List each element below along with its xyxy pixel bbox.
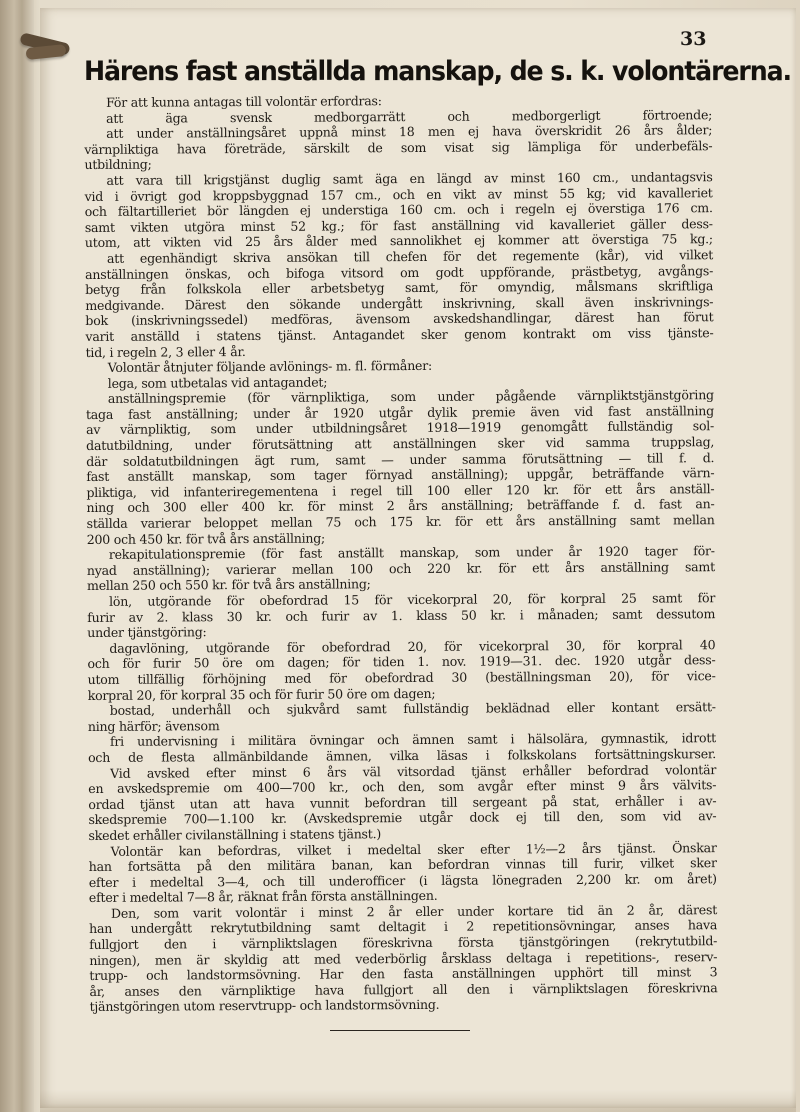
text-line: utom tillfällig förhöjning med för obefordrad 30 (beställningsman 20), för vice- [87,668,716,687]
text-line: anställningspremie (för värnpliktiga, som under pågående värnpliktstjänstgöring [107,387,714,407]
text-line: en avskedspremie om 400—700 kr., och den, som avgår efter minst 9 års välvits- [88,777,717,797]
text-line: bok (inskrivningssedel) medföras, ävensom avskedshandlingar, därest han förut [85,309,714,329]
text-line: fast anställt manskap, som tager förnyad anställning); uppgår, beträffande värn- [86,465,715,485]
page-bottom-shadow [40,1090,796,1112]
text-line: och fältartilleriet bör längden ej understiga 160 cm. och i regeln ej överstiga 176 cm. [84,200,713,220]
text-line: tid, i regeln 2, 3 eller 4 år. [85,343,246,360]
text-line: nyad anställning); varierar mellan 100 och 220 kr. för ett års anställning samt [86,558,715,578]
text-line: att vara till krigstjänst duglig samt äga en längd av minst 160 cm., undantagsvis [106,169,713,188]
text-line: utbildning; [84,156,152,173]
text-line: ordad tjänst utan att hava vunnit befordran till sergeant på stat, erhåller i av- [88,792,717,812]
text-line: pliktiga, vid infanteriregementena i regel till 100 eller 120 kr. för ett års anställ- [86,481,715,500]
closing-rule [330,1030,470,1031]
text-line: värnpliktiga hava företräde, särskilt de som visat sig lämpliga för underbefäls- [84,137,713,157]
text-line: att egenhändigt skriva ansökan till chefen för det regemente (kår), vid vilket [106,247,714,266]
text-line: mellan 250 och 550 kr. för två års anställning; [86,576,371,594]
text-line: Volontär åtnjuter följande avlönings- m. fl. förmåner: [107,357,433,375]
text-line: han fortsätta på den militära banan, kan befordran vinnas till furir, vilket sker [88,855,717,875]
text-line: där soldatutbildningen ägt rum, samt — under samma förutsättning — till f. d. [86,449,715,469]
text-line: anställningen önskas, och bifoga vitsord om godt uppförande, prästbetyg, avgångs- [85,262,714,282]
left-page-edge [0,0,34,1112]
text-line: av värnpliktig, som under utbildningsåret 1918—1919 genomgått fullständig sol- [86,418,715,438]
text-line: att under anställningsåret uppnå minst 18 men ej hava överskridit 26 års ålder; [106,122,713,142]
text-line: För att kunna antagas till volontär erfordras: [105,93,382,110]
text-line: ning och 300 eller 400 kr. för minst 2 års anställning; beträffande f. d. fast an- [86,496,715,516]
text-line: han undergått rekrytutbildning samt deltagit i 2 repetitionsövningar, anses hava [89,917,718,937]
text-line: efter i medeltal 7—8 år, räknat från första anställningen. [88,888,438,906]
text-line: tjänstgöringen utom reservtrupp- och landstormsövning. [89,997,440,1015]
text-line: betyg från folkskola eller arbetsbetyg samt, för omyndig, målsmans skriftliga [85,278,714,298]
text-line: ställda varierar beloppet mellan 75 och 175 kr. för ett års anställning samt mellan [86,512,715,532]
text-line: lön, utgörande för obefordrad 15 för vicekorpral 20, för korpral 25 samt för [109,590,716,609]
text-line: fri undervisning i militära övningar och ämnen samt i hälsolära, gymnastik, idrott [109,730,716,750]
text-line: skedet erhåller civilanställning i statens tjänst.) [88,826,382,843]
text-line: ning härför; ävensom [87,717,220,734]
body-text [84,91,718,1015]
text-line: medgivande. Därest den sökande undergått inskrivning, skall även inskrivnings- [85,293,714,313]
text-line: furir av 2. klass 30 kr. och furir av 1. klass 50 kr. i månaden; samt dessutom [87,605,716,625]
text-line: Vid avsked efter minst 6 års väl vitsordad tjänst erhåller befordrad volontär [110,761,717,781]
text-line: Volontär kan befordras, vilket i medeltal sker efter 1½—2 års tjänst. Önskar [110,839,717,859]
page-heading: Härens fast anställda manskap, de s. k. volontärerna. [84,56,791,87]
text-line: taga fast anställning; under år 1920 utgår dylik premie även vid fast anställning [85,403,714,422]
text-line: skedspremie 700—1.100 kr. (Avskedspremie utgår dock ej till den, som vid av- [88,808,717,828]
text-line: 200 och 450 kr. för två års anställning; [86,530,326,547]
text-line: vid i övrigt god kroppsbyggnad 157 cm., och en vikt av minst 55 kg; vid kavalleriet [84,184,713,204]
text-line: fullgjort den i värnpliktslagen föreskrivna första tjänstgöringen (rekrytutbild- [89,933,718,953]
text-line: år, anses den värnpliktige hava fullgjort all den i värnpliktslagen föreskrivna [89,979,718,999]
text-line: dagavlöning, utgörande för obefordrad 20, för vicekorpral 30, för korpral 40 [109,636,716,656]
text-line: under tjänstgöring: [87,624,207,641]
text-line: och för furir 50 öre om dagen; för tiden 1. nov. 1919—31. dec. 1920 utgår dess- [87,652,716,672]
text-line: Den, som varit volontär i minst 2 år eller under kortare tid än 2 år, därest [110,902,718,921]
text-line: datutbildning, under förutsättning att anställningen sker vid samma truppslag, [86,434,715,454]
text-line: utom, att vikten vid 25 års ålder med sannolikhet ej kommer att överstiga 75 kg.; [84,231,713,251]
text-line: trupp- och landstormsövning. Har den fasta anställningen upphört till minst 3 [89,964,718,984]
text-line: varit anställd i statens tjänst. Antagandet sker genom kontrakt om viss tjänste- [85,325,714,344]
text-line: samt vikten utgöra minst 52 kg.; för fast anställning vid kavalleriet gäller dess- [84,215,713,235]
text-line: ningen), men är skyldig att med vederbörlig årsklass deltaga i repetitions-, reserv- [89,948,718,968]
text-line: rekapitulationspremie (för fast anställt manskap, som under år 1920 tager för- [108,543,715,563]
text-line: efter i medeltal 3—4, och till underofficer (i lägsta lönegraden 2,200 kr. om året) [88,870,717,890]
text-line: lega, som utbetalas vid antagandet; [107,374,328,391]
text-line: att äga svensk medborgarrätt och medborgerligt förtroende; [106,106,713,126]
page-number: 33 [680,28,707,50]
text-line: och de flesta allmänbildande ämnen, vilka läsas i folkskolans fortsättningskurser. [88,746,717,765]
text-line: bostad, underhåll och sjukvård samt fullständig beklädnad eller kontant ersätt- [109,699,716,719]
text-line: korpral 20, för korpral 35 och för furir 50 öre om dagen; [87,685,436,703]
